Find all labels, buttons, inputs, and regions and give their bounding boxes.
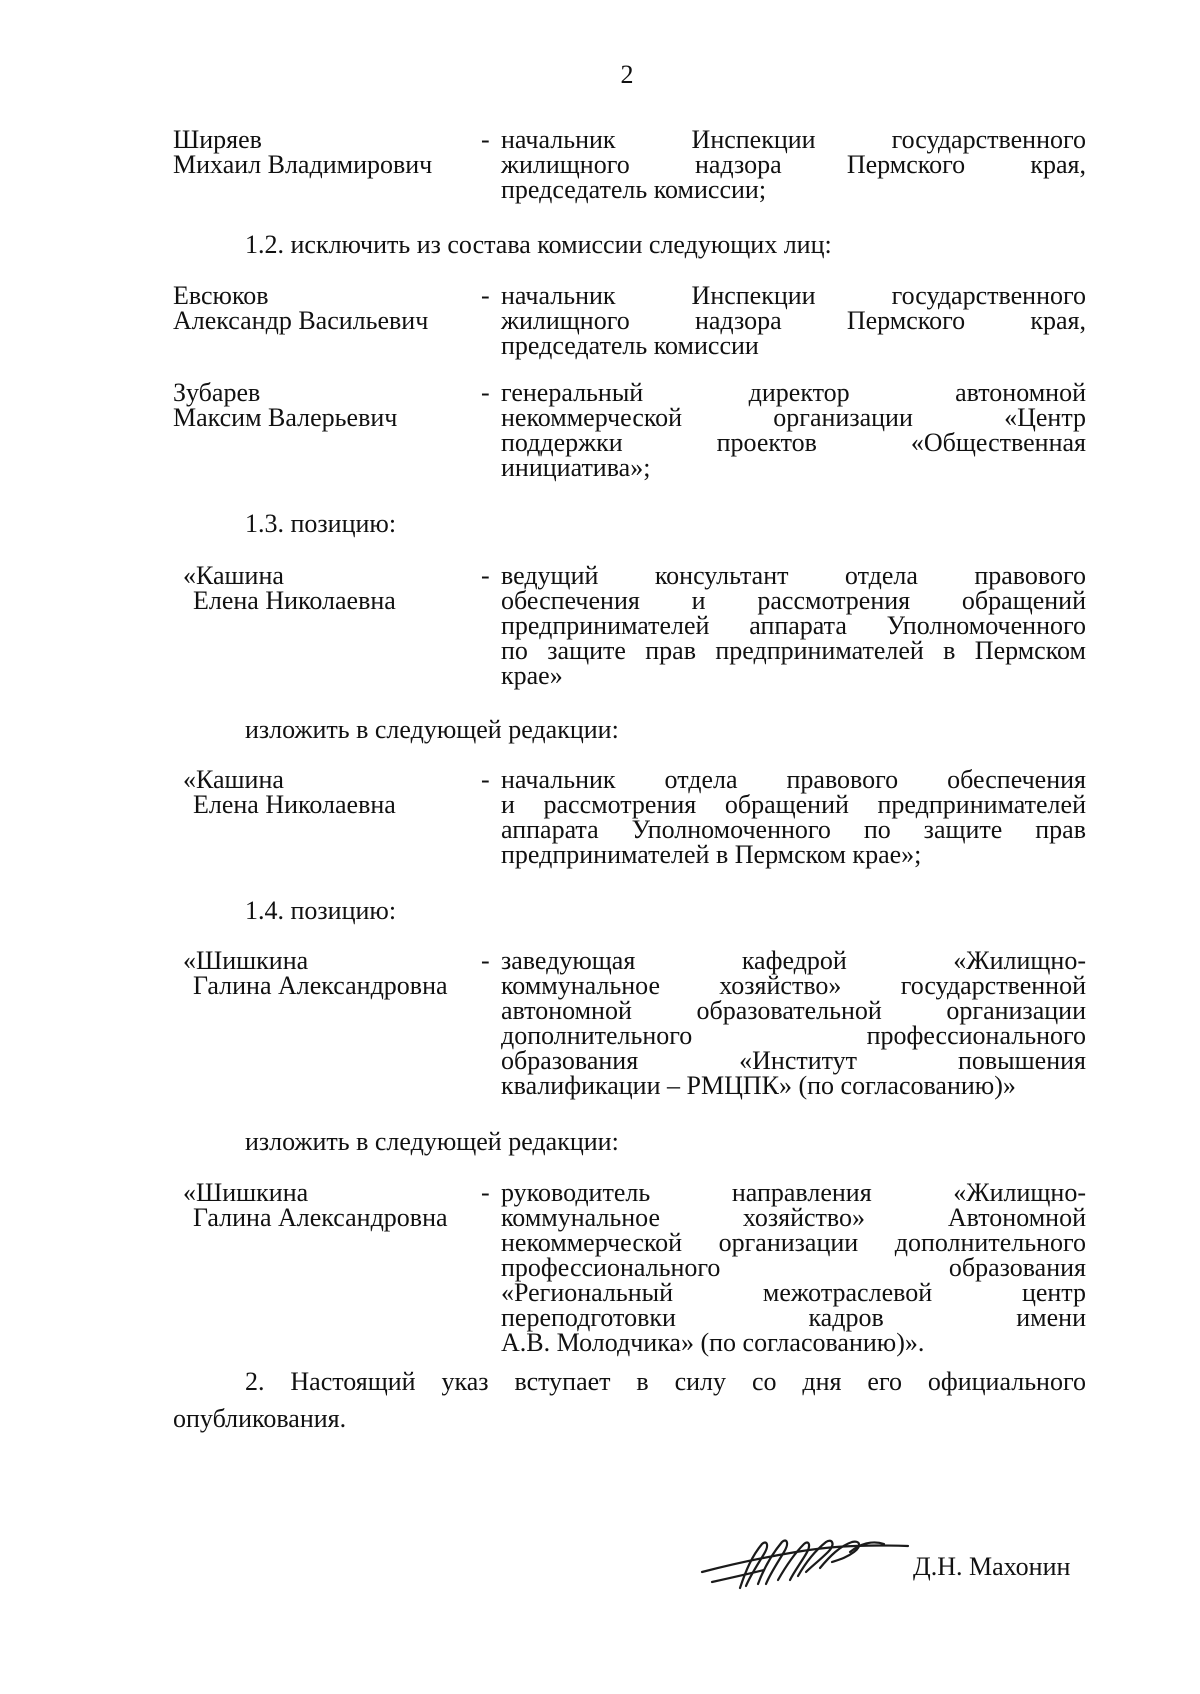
description-line: предпринимателей в Пермском крае»;	[501, 840, 922, 869]
description-line: жилищного надзора Пермского края,	[501, 150, 1086, 179]
surname: «Кашина	[183, 765, 284, 794]
entry-description	[501, 283, 1086, 358]
description-line: образования «Институт повышения	[501, 1046, 1086, 1075]
page-number: 2	[620, 60, 634, 89]
description-line: некоммерческой организации дополнительного	[501, 1228, 1086, 1257]
description-line: заведующая кафедрой «Жилищно-	[501, 946, 1086, 975]
surname: «Шишкина	[183, 1178, 309, 1207]
given-names: Галина Александровна	[193, 971, 448, 1000]
description-line: предпринимателей аппарата Уполномоченного	[501, 611, 1086, 640]
description-line: жилищного надзора Пермского края,	[501, 306, 1086, 335]
final-paragraph-line-2: опубликования.	[173, 1404, 347, 1433]
description-line: переподготовки кадров имени	[501, 1303, 1086, 1332]
entry-description	[501, 767, 1086, 867]
final-paragraph	[173, 1363, 1086, 1437]
entry-name	[173, 380, 473, 430]
dash: -	[481, 765, 490, 794]
intro-item-1-3: 1.3. позицию:	[245, 509, 397, 538]
entry-description	[501, 948, 1086, 1098]
description-line: А.В. Молодчика» (по согласованию)».	[501, 1328, 925, 1357]
entry-name	[183, 948, 483, 998]
given-names: Михаил Владимирович	[173, 150, 433, 179]
description-line: обеспечения и рассмотрения обращений	[501, 586, 1086, 615]
description-line: коммунальное хозяйство» Автономной	[501, 1203, 1086, 1232]
entry-name	[183, 563, 483, 613]
description-line: дополнительного профессионального	[501, 1021, 1086, 1050]
description-line: ведущий консультант отдела правового	[501, 561, 1086, 590]
description-line: «Региональный межотраслевой центр	[501, 1278, 1086, 1307]
given-names: Галина Александровна	[193, 1203, 448, 1232]
given-names: Елена Николаевна	[193, 790, 396, 819]
handwritten-signature	[700, 1530, 910, 1600]
entry-name	[183, 1180, 483, 1230]
description-line: крае»	[501, 661, 563, 690]
description-line: и рассмотрения обращений предпринимателей	[501, 790, 1086, 819]
description-line: некоммерческой организации «Центр	[501, 403, 1086, 432]
surname: Евсюков	[173, 281, 269, 310]
description-line: по защите прав предпринимателей в Пермском	[501, 636, 1086, 665]
description-line: аппарата Уполномоченного по защите прав	[501, 815, 1086, 844]
dash: -	[481, 1178, 490, 1207]
description-line: председатель комиссии;	[501, 175, 767, 204]
description-line: генеральный директор автономной	[501, 378, 1086, 407]
description-line: начальник Инспекции государственного	[501, 125, 1086, 154]
dash: -	[481, 561, 490, 590]
description-line: автономной образовательной организации	[501, 996, 1086, 1025]
description-line: инициатива»;	[501, 453, 651, 482]
surname: «Кашина	[183, 561, 284, 590]
description-line: поддержки проектов «Общественная	[501, 428, 1086, 457]
given-names: Александр Васильевич	[173, 306, 429, 335]
dash: -	[481, 378, 490, 407]
intro-restate-2: изложить в следующей редакции:	[245, 1127, 619, 1156]
description-line: начальник отдела правового обеспечения	[501, 765, 1086, 794]
description-line: коммунальное хозяйство» государственной	[501, 971, 1086, 1000]
description-line: квалификации – РМЦПК» (по согласованию)»	[501, 1071, 1016, 1100]
entry-name	[173, 127, 473, 177]
description-line: председатель комиссии	[501, 331, 759, 360]
surname: Зубарев	[173, 378, 261, 407]
surname: Ширяев	[173, 125, 262, 154]
signature-strokes	[702, 1540, 908, 1588]
intro-item-1-4: 1.4. позицию:	[245, 896, 397, 925]
signer-name: Д.Н. Махонин	[913, 1552, 1071, 1581]
entry-description	[501, 127, 1086, 202]
description-line: руководитель направления «Жилищно-	[501, 1178, 1086, 1207]
surname: «Шишкина	[183, 946, 309, 975]
given-names: Максим Валерьевич	[173, 403, 398, 432]
final-paragraph-line-1: 2. Настоящий указ вступает в силу со дня его официального	[245, 1367, 1086, 1396]
entry-description	[501, 1180, 1086, 1355]
intro-item-1-2: 1.2. исключить из состава комиссии следующих лиц:	[245, 230, 832, 259]
entry-name	[183, 767, 483, 817]
entry-name	[173, 283, 473, 333]
given-names: Елена Николаевна	[193, 586, 396, 615]
dash: -	[481, 125, 490, 154]
intro-restate-1: изложить в следующей редакции:	[245, 715, 619, 744]
dash: -	[481, 281, 490, 310]
description-line: профессионального образования	[501, 1253, 1086, 1282]
entry-description	[501, 563, 1086, 688]
description-line: начальник Инспекции государственного	[501, 281, 1086, 310]
dash: -	[481, 946, 490, 975]
entry-description	[501, 380, 1086, 480]
